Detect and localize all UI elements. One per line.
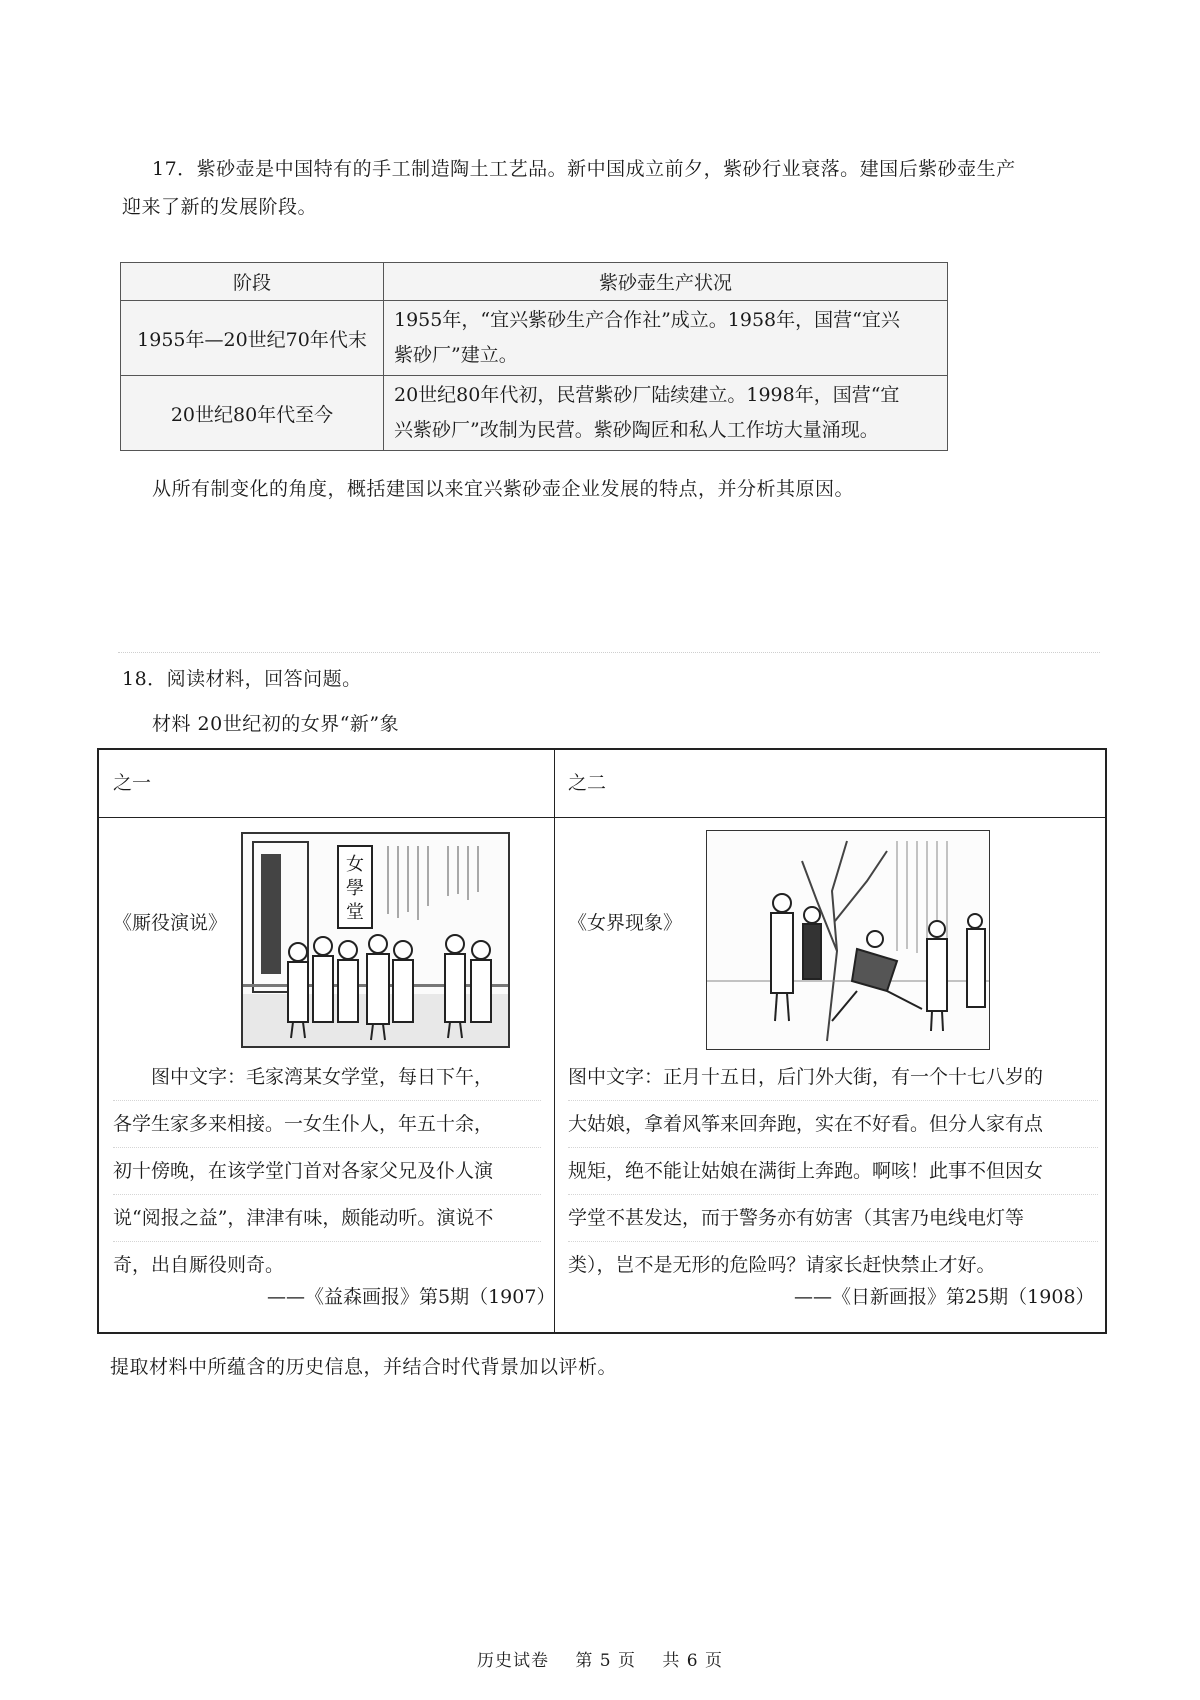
material-text-line: 学堂不甚发达，而于警务亦有妨害（其害乃电线电灯等 <box>568 1195 1098 1242</box>
q17-table <box>120 262 948 451</box>
desc-line: 1955年，“宜兴紫砂生产合作社”成立。1958年，国营“宜兴 <box>394 309 900 331</box>
material-text-line: 说“阅报之益”，津津有味，颇能动听。演说不 <box>113 1195 541 1242</box>
footer-subject: 历史试卷 <box>476 1651 549 1671</box>
svg-text:學: 學 <box>346 878 364 899</box>
table-cell-desc <box>384 376 948 451</box>
footer-page-number: 第 5 页 <box>575 1651 636 1671</box>
material-text-line: 图中文字：毛家湾某女学堂，每日下午， <box>113 1054 541 1101</box>
page-footer <box>0 1646 1200 1671</box>
column-header <box>554 750 1107 818</box>
q17-stem-line2: 迎来了新的发展阶段。 <box>122 196 318 218</box>
q17-stem-line1: 17．紫砂壶是中国特有的手工制造陶土工艺品。新中国成立前夕，紫砂行业衰落。建国后紫砂壶生产 <box>152 158 1016 180</box>
column-header <box>99 750 554 818</box>
desc-line: 20世纪80年代初，民营紫砂厂陆续建立。1998年，国营“宜 <box>394 384 900 406</box>
table-row <box>121 376 948 451</box>
table-cell-desc <box>384 301 948 376</box>
column-header-label: 之一 <box>113 772 152 794</box>
material-text-line: 各学生家多来相接。一女生仆人，年五十余， <box>113 1101 541 1148</box>
q17-question: 从所有制变化的角度，概括建国以来宜兴紫砂壶企业发展的特点，并分析其原因。 <box>152 478 855 500</box>
illustration-caption: 《厮役演说》 <box>113 912 228 934</box>
material-text <box>568 1054 1098 1288</box>
illustration-girls-kite <box>706 830 990 1050</box>
answer-area-divider <box>118 652 1100 653</box>
table-cell-stage: 20世纪80年代至今 <box>121 376 384 451</box>
table-header-status: 紫砂壶生产状况 <box>384 263 948 301</box>
illustration-caption: 《女界现象》 <box>568 912 683 934</box>
svg-text:堂: 堂 <box>346 902 364 923</box>
desc-line: 兴紫砂厂”改制为民营。紫砂陶匠和私人工作坊大量涌现。 <box>394 419 879 441</box>
illustration-servant-speech <box>241 832 510 1048</box>
material-text-line: 规矩，绝不能让姑娘在满街上奔跑。啊咳！此事不但因女 <box>568 1148 1098 1195</box>
column-header-label: 之二 <box>568 772 607 794</box>
material-source: ——《日新画报》第25期（1908） <box>794 1286 1095 1308</box>
material-text-line: 类），岂不是无形的危险吗？请家长赶快禁止才好。 <box>568 1254 996 1276</box>
material-source: ——《益森画报》第5期（1907） <box>267 1286 556 1308</box>
q18-material-label: 材料 20世纪初的女界“新”象 <box>152 713 400 735</box>
material-column-1 <box>99 750 555 1332</box>
table-cell-stage: 1955年—20世纪70年代末 <box>121 301 384 376</box>
table-header-row <box>121 263 948 301</box>
table-row <box>121 301 948 376</box>
svg-text:女: 女 <box>346 854 364 875</box>
material-text <box>113 1054 541 1288</box>
material-text-line: 初十傍晚，在该学堂门首对各家父兄及仆人演 <box>113 1148 541 1195</box>
table-header-stage: 阶段 <box>121 263 384 301</box>
material-column-2 <box>554 750 1107 1332</box>
illustration-drawing <box>243 834 508 1046</box>
illustration-drawing <box>707 831 989 1049</box>
q18-question: 提取材料中所蕴含的历史信息，并结合时代背景加以评析。 <box>110 1356 618 1378</box>
material-text-line: 图中文字：正月十五日，后门外大街，有一个十七八岁的 <box>568 1054 1098 1101</box>
material-text-line: 大姑娘，拿着风筝来回奔跑，实在不好看。但分人家有点 <box>568 1101 1098 1148</box>
material-text-line: 奇，出自厮役则奇。 <box>113 1254 285 1276</box>
desc-line: 紫砂厂”建立。 <box>394 344 518 366</box>
q18-title: 18．阅读材料，回答问题。 <box>122 668 362 690</box>
footer-total-pages: 共 6 页 <box>662 1651 724 1671</box>
q18-material-table <box>97 748 1107 1334</box>
